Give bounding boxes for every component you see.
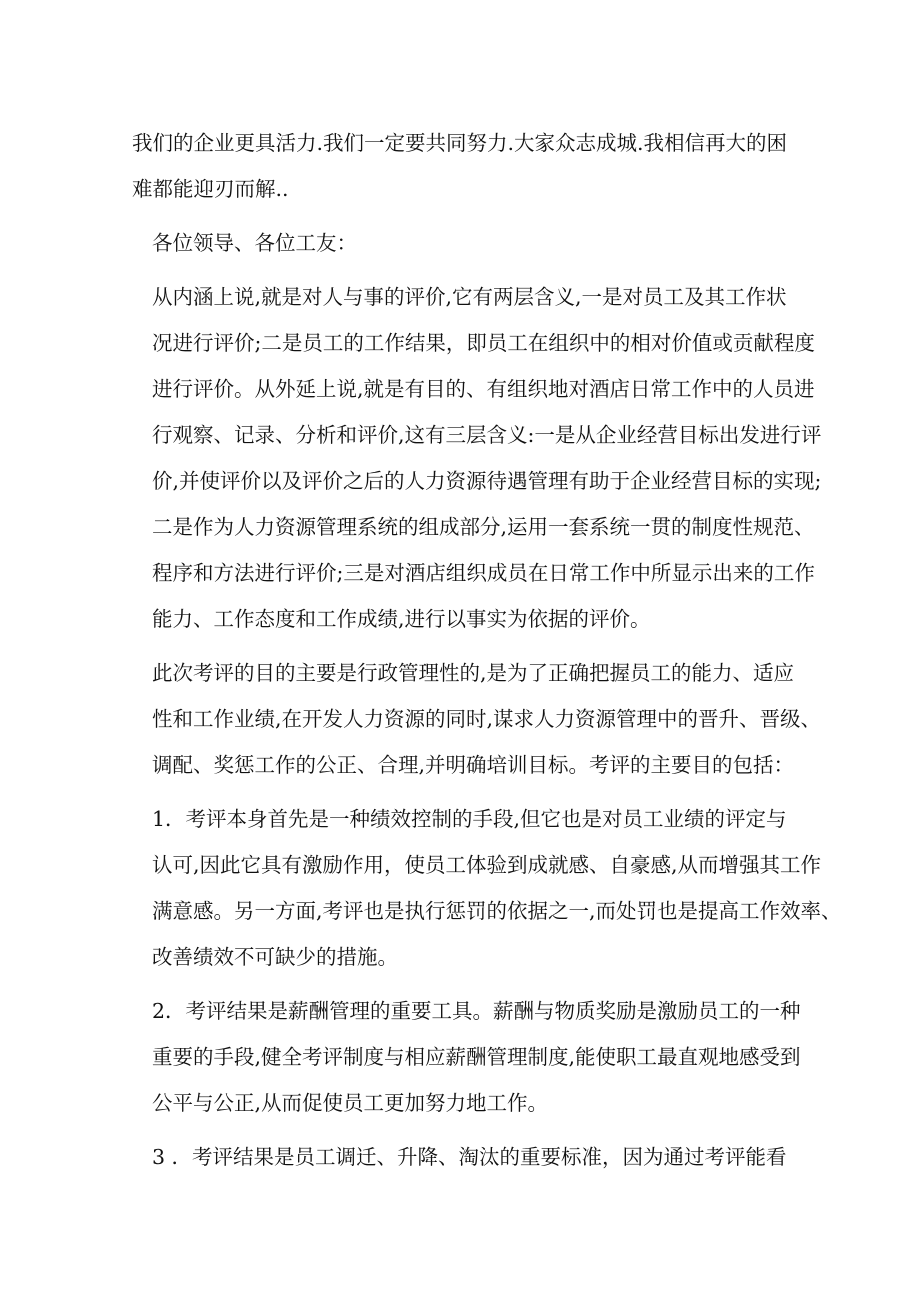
paragraph-intro xyxy=(132,120,802,212)
text-line: 3 ．考评结果是员工调迁、升降、淘汰的重要标准，因为通过考评能看 xyxy=(152,1145,787,1169)
paragraph-purpose xyxy=(132,650,822,788)
text-line: 重要的手段,健全考评制度与相应薪酬管理制度,能使职工最直观地感受到 xyxy=(152,1045,801,1069)
paragraph-greeting xyxy=(132,220,802,266)
text-line: 程序和方法进行评价;三是对酒店组织成员在日常工作中所显示出来的工作 xyxy=(152,561,815,585)
text-line: 性和工作业绩,在开发人力资源的同时,谋求人力资源管理中的晋升、晋级、 xyxy=(152,707,822,731)
text-line: 难都能迎刃而解.. xyxy=(132,177,289,201)
text-line: 能力、工作态度和工作成绩,进行以事实为依据的评价。 xyxy=(152,607,651,631)
paragraph-item-1 xyxy=(132,796,842,980)
text-line: 我们的企业更具活力.我们一定要共同努力.大家众志成城.我相信再大的困 xyxy=(132,131,788,155)
text-line: 此次考评的目的主要是行政管理性的,是为了正确把握员工的能力、适应 xyxy=(152,661,795,685)
text-line: 从内涵上说,就是对人与事的评价,它有两层含义,一是对员工及其工作状 xyxy=(152,285,787,309)
text-line: 二是作为人力资源管理系统的组成部分,运用一套系统一贯的制度性规范、 xyxy=(152,515,815,539)
document-page xyxy=(132,120,842,1180)
text-line: 价,并使评价以及评价之后的人力资源待遇管理有助于企业经营目标的实现; xyxy=(152,469,822,493)
text-line: 2．考评结果是薪酬管理的重要工具。薪酬与物质奖励是激励员工的一种 xyxy=(152,999,801,1023)
text-line: 行观察、记录、分析和评价,这有三层含义:一是从企业经营目标出发进行评 xyxy=(152,423,822,447)
text-line: 1．考评本身首先是一种绩效控制的手段,但它也是对员工业绩的评定与 xyxy=(152,807,787,831)
paragraph-item-3 xyxy=(132,1134,802,1180)
text-line: 调配、奖惩工作的公正、合理,并明确培训目标。考评的主要目的包括： xyxy=(152,753,795,777)
text-line: 改善绩效不可缺少的措施。 xyxy=(152,945,398,969)
text-line: 满意感。另一方面,考评也是执行惩罚的依据之一,而处罚也是提高工作效率、 xyxy=(152,899,842,923)
text-line: 认可,因此它具有激励作用，使员工体验到成就感、自豪感,从而增强其工作 xyxy=(152,853,822,877)
text-line: 各位领导、各位工友： xyxy=(152,231,357,255)
text-line: 公平与公正,从而促使员工更加努力地工作。 xyxy=(152,1091,549,1115)
text-line: 况进行评价;二是员工的工作结果，即员工在组织中的相对价值或贡献程度 xyxy=(152,331,815,355)
paragraph-definition xyxy=(132,274,822,642)
text-line: 进行评价。从外延上说,就是有目的、有组织地对酒店日常工作中的人员进 xyxy=(152,377,815,401)
paragraph-item-2 xyxy=(132,988,802,1126)
